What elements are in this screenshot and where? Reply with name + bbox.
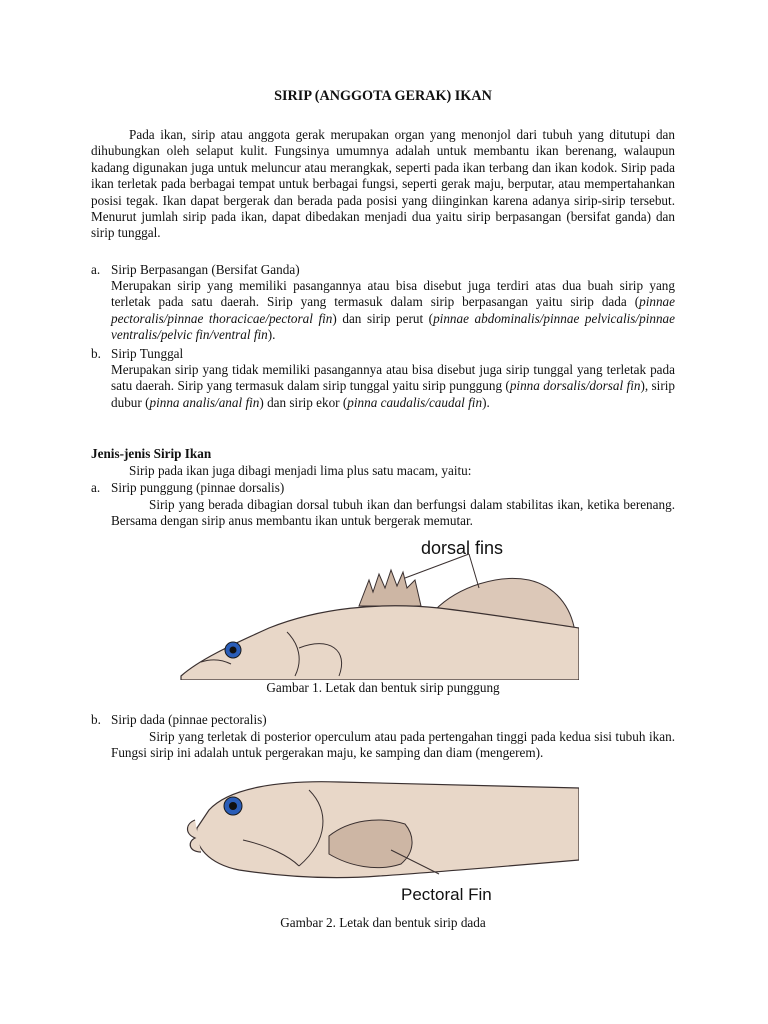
italic-term: pinna caudalis/caudal fin (347, 394, 483, 410)
eye-pupil (229, 802, 237, 810)
list-item-title: Sirip Tunggal (111, 346, 184, 361)
text-span: ) dan sirip perut ( (332, 310, 434, 326)
pectoral-fin-label: Pectoral Fin (401, 885, 492, 904)
text-span: Merupakan sirip yang tidak memiliki pasangannya atau bisa disebut juga sirip tunggal yang terletak pada satu daerah. Sirip yang termasuk dalam sirip tunggal yaitu sirip punggung ( (111, 362, 675, 394)
text-span: ) dan sirip ekor ( (259, 394, 348, 410)
pectoral-fish-illustration (179, 780, 579, 910)
section-heading: Jenis-jenis Sirip Ikan (91, 446, 212, 461)
italic-term: pinna analis/anal fin (149, 394, 260, 410)
list-marker: a. (91, 480, 101, 495)
list-marker: b. (91, 712, 101, 727)
figure-1-caption: Gambar 1. Letak dan bentuk sirip punggung (266, 680, 500, 695)
text-span: ), sirip dubur ( (111, 378, 675, 410)
italic-term: pinnae pectoralis/pinnae thoracicae/pectoral fin (111, 294, 675, 326)
list-marker: a. (91, 262, 101, 277)
paragraph-dorsal: Sirip yang berada dibagian dorsal tubuh ikan dan berfungsi dalam stabilitas ikan, ketika berenang. Bersama dengan sirip anus membantu ikan untuk bergerak memutar. (111, 497, 675, 529)
dorsal-fish-illustration (179, 536, 579, 680)
italic-term: pinnae abdominalis/pinnae pelvicalis/pinnae ventralis/pelvic fin/ventral fin (111, 310, 675, 343)
dorsal-fins-label: dorsal fins (421, 538, 504, 558)
eye-pupil (230, 647, 237, 654)
intro-paragraph: Pada ikan, sirip atau anggota gerak merupakan organ yang menonjol dari tubuh yang ditutupi dan dihubungkan oleh selaput kulit. Fungsinya umumnya adalah untuk membantu ikan berenang, walaupun kadang digunakan juga untuk meluncur atau merangkak, seperti pada ikan terbang dan ikan kodok. Sirip pada ikan terletak pada berbagai tempat untuk berbagai fungsi, seperti gerak maju, berputar, atau mempertahankan posisi tegak. Ikan dapat bergerak dan berada pada posisi yang diinginkan karena adanya sirip-sirip tersebut. Menurut jumlah sirip pada ikan, dapat dibedakan menjadi dua yaitu sirip berpasangan (bersifat ganda) dan sirip tunggal. (91, 127, 675, 241)
list-item-title: Sirip Berpasangan (Bersifat Ganda) (111, 262, 300, 277)
figure-dorsal-fins (179, 536, 579, 680)
figure-2-caption: Gambar 2. Letak dan bentuk sirip dada (280, 915, 486, 930)
document-title: SIRIP (ANGGOTA GERAK) IKAN (274, 88, 492, 104)
paragraph-tunggal (111, 362, 675, 411)
list-marker: b. (91, 346, 101, 361)
figure-pectoral-fin (179, 780, 579, 910)
text-span: Merupakan sirip yang memiliki pasangannya atau bisa disebut juga terdiri atas dua buah sirip yang terletak pada satu daerah. Sirip yang termasuk dalam sirip berpasangan yaitu sirip dada ( (111, 278, 675, 310)
pointer-line (469, 554, 479, 588)
italic-term: pinna dorsalis/dorsal fin (509, 378, 641, 394)
paragraph-pectoral: Sirip yang terletak di posterior operculum atau pada pertengahan tinggi pada kedua sisi tubuh ikan. Fungsi sirip ini adalah untuk pergerakan maju, ke samping dan diam (mengerem). (111, 729, 675, 761)
paragraph-berpasangan (111, 278, 675, 344)
list-item-title: Sirip dada (pinnae pectoralis) (111, 712, 267, 727)
section-intro: Sirip pada ikan juga dibagi menjadi lima plus satu macam, yaitu: (129, 463, 472, 478)
list-item-title: Sirip punggung (pinnae dorsalis) (111, 480, 285, 495)
text-span: ). (482, 394, 490, 410)
text-span: ). (267, 327, 276, 343)
